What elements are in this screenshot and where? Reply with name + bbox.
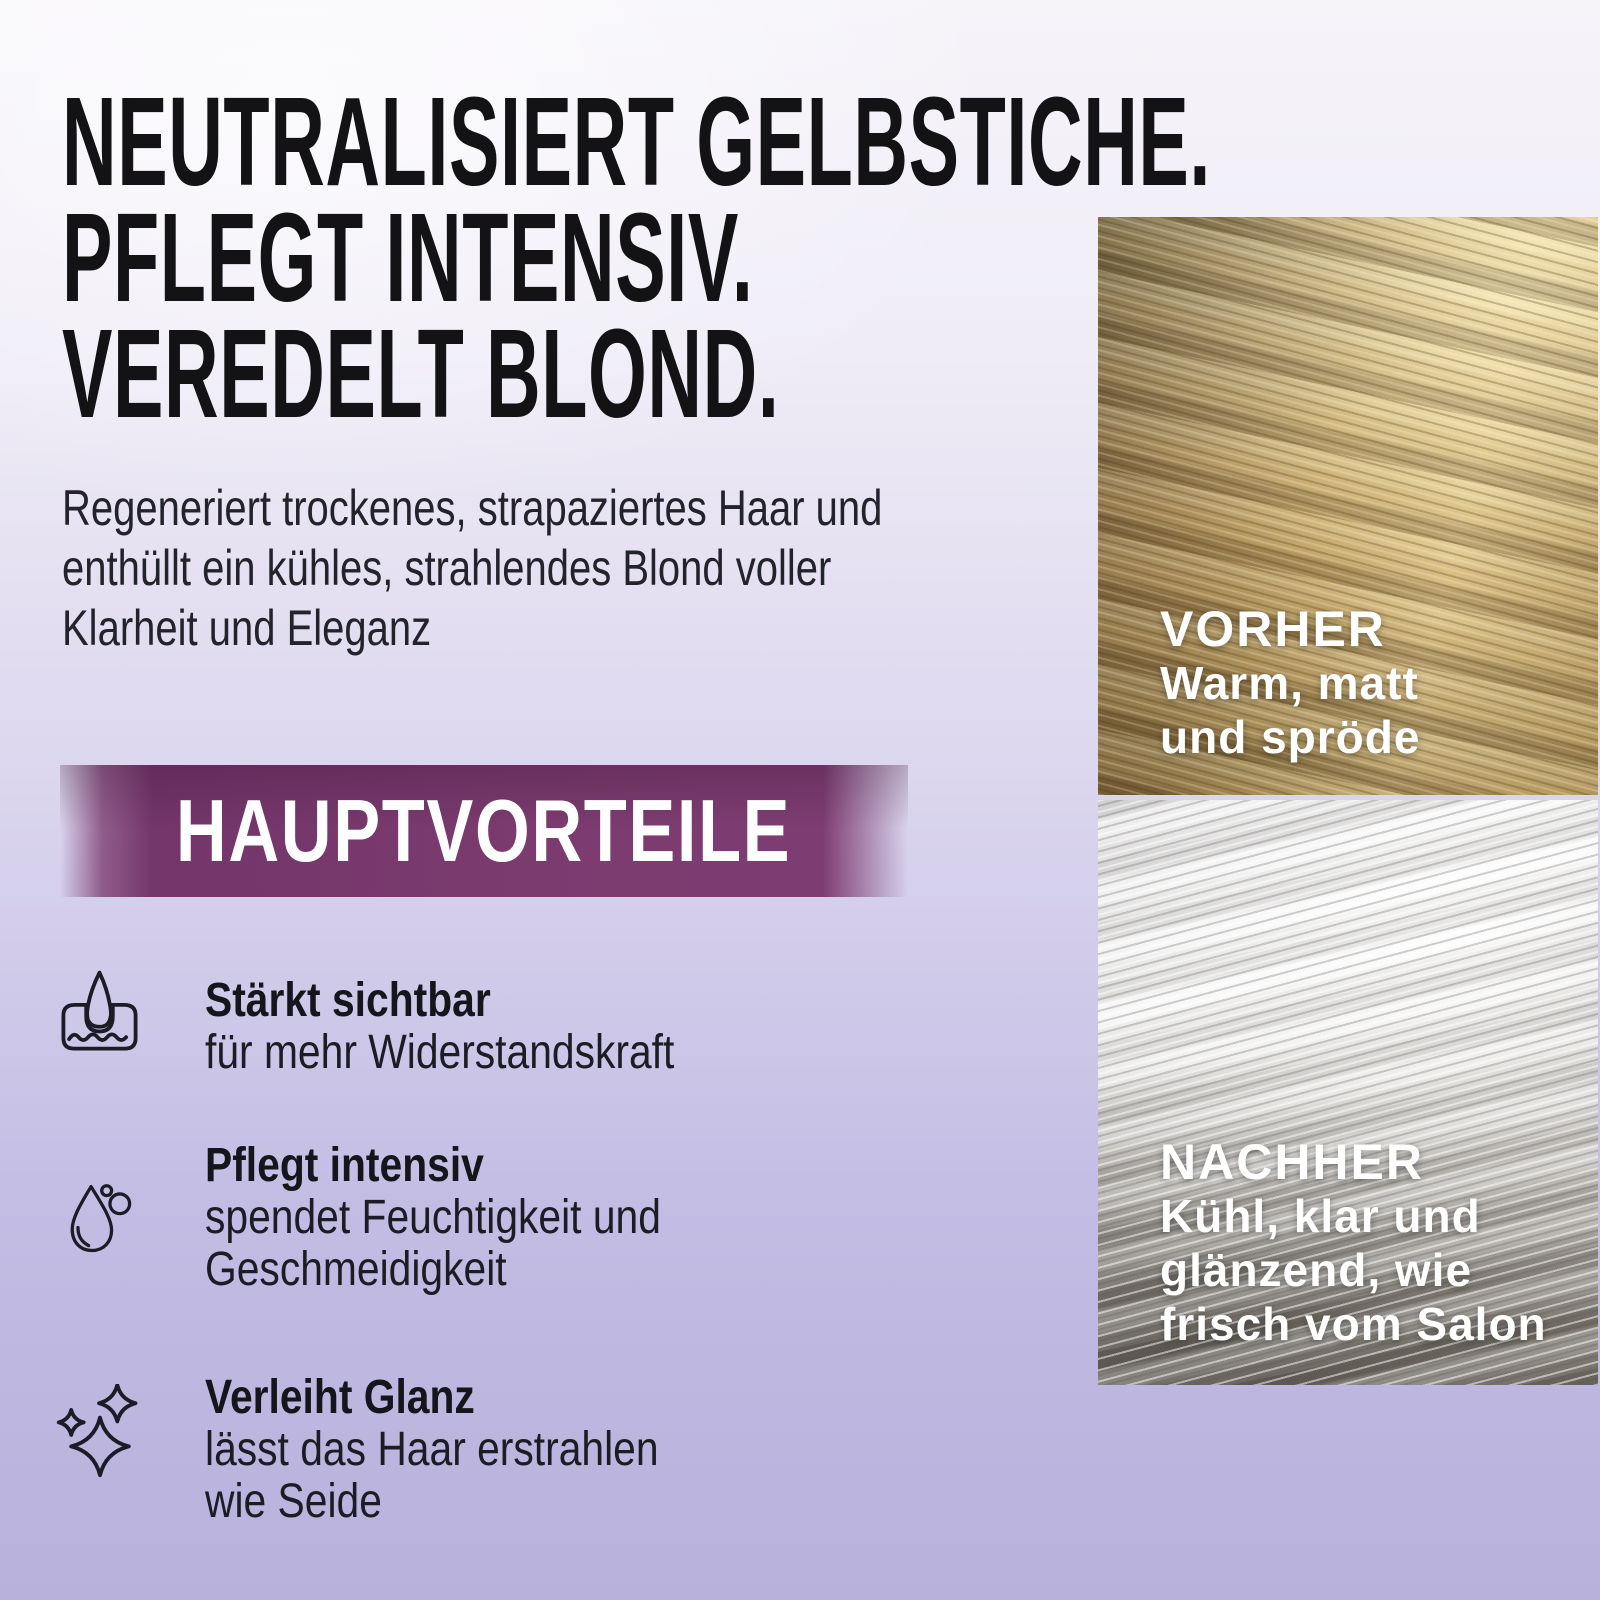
- benefit-item-shine: [205, 1372, 739, 1528]
- benefit-subtitle-line: spendet Feuchtigkeit und: [205, 1191, 661, 1244]
- benefit-title: Stärkt sichtbar: [205, 974, 491, 1027]
- before-caption-line: Warm, matt: [1160, 657, 1419, 709]
- benefit-item-care: [205, 1140, 741, 1296]
- before-caption-block: [1160, 602, 1420, 764]
- after-label: NACHHER: [1160, 1134, 1424, 1190]
- before-hair-photo: [1098, 217, 1598, 795]
- after-caption-block: [1160, 1135, 1547, 1351]
- benefit-subtitle-line: Geschmeidigkeit: [205, 1243, 507, 1296]
- water-drop-icon: [55, 1180, 137, 1262]
- headline-line-2: PFLEGT INTENSIV.: [62, 187, 754, 328]
- after-hair-photo: [1098, 800, 1598, 1385]
- after-caption-line: glänzend, wie: [1160, 1244, 1473, 1296]
- benefit-item-strength: [205, 975, 757, 1079]
- benefit-subtitle-line: lässt das Haar erstrahlen: [205, 1423, 659, 1476]
- after-caption-line: Kühl, klar und: [1160, 1190, 1481, 1242]
- headline-line-3: VEREDELT BLOND.: [62, 303, 780, 444]
- headline-line-1: NEUTRALISIERT GELBSTICHE.: [62, 71, 1212, 212]
- description-line: enthüllt ein kühles, strahlendes Blond voller: [62, 540, 832, 596]
- benefit-title: Pflegt intensiv: [205, 1139, 484, 1192]
- sparkles-icon: [52, 1384, 148, 1480]
- hair-follicle-icon: [52, 965, 147, 1060]
- description-line: Klarheit und Eleganz: [62, 600, 432, 656]
- benefit-subtitle-line: wie Seide: [205, 1475, 382, 1528]
- benefits-banner: [60, 765, 908, 897]
- after-caption-line: frisch vom Salon: [1160, 1298, 1547, 1350]
- banner-title: HAUPTVORTEILE: [176, 781, 792, 880]
- benefit-subtitle-line: für mehr Widerstandskraft: [205, 1026, 675, 1079]
- description-paragraph: [62, 478, 1088, 658]
- benefit-title: Verleiht Glanz: [205, 1371, 475, 1424]
- before-label: VORHER: [1160, 601, 1386, 657]
- description-line: Regeneriert trockenes, strapaziertes Haar und: [62, 480, 883, 536]
- before-caption-line: und spröde: [1160, 711, 1421, 763]
